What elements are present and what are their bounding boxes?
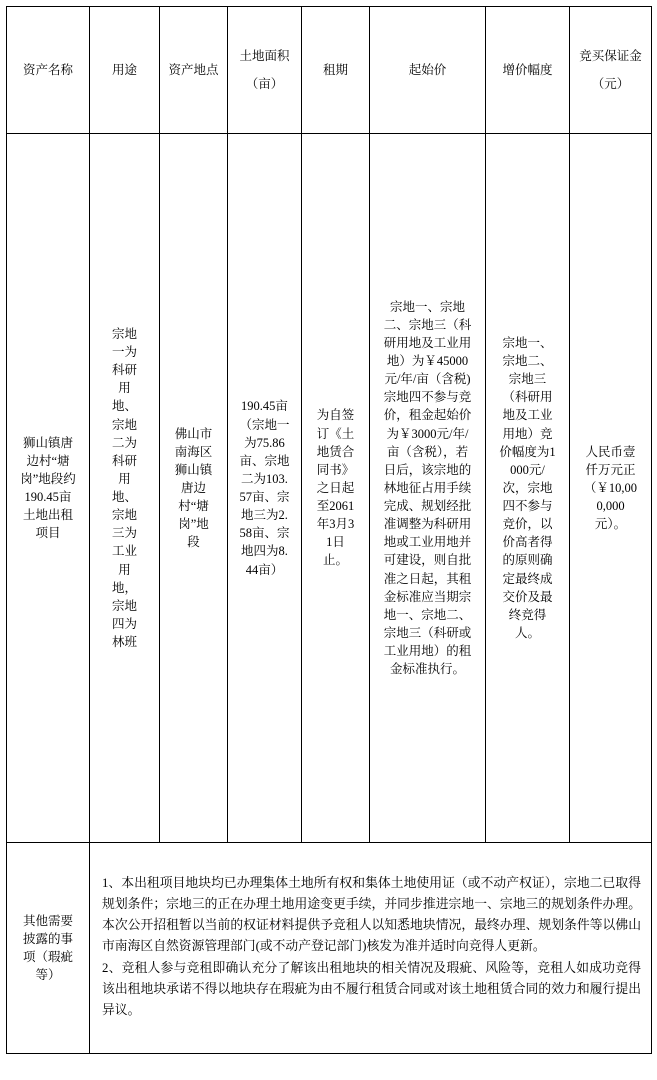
table-row <box>7 134 652 843</box>
column-header-deposit-unit: （元） <box>591 77 630 91</box>
cell-deposit-text: 人民币壹仟万元正（￥10,000,000元）。 <box>583 444 638 532</box>
cell-notes-label <box>7 843 90 1054</box>
table-body <box>7 134 652 1054</box>
table-header-row <box>7 7 652 134</box>
cell-starting-price <box>370 134 486 843</box>
column-header-lease-term-label: 租期 <box>322 62 348 77</box>
cell-asset-name <box>7 134 90 843</box>
cell-asset-name-text: 狮山镇唐边村“塘岗”地段约190.45亩土地出租项目 <box>20 435 76 541</box>
cell-increment <box>486 134 570 843</box>
column-header-usage-label: 用途 <box>111 62 137 77</box>
column-header-asset-name <box>7 7 90 134</box>
cell-land-area-text: 190.45亩（宗地一为75.86亩、宗地二为103.57亩、宗地三为2.58亩、宗地四为8.44亩） <box>239 399 290 577</box>
column-header-deposit-label: 竞买保证金 <box>579 48 642 63</box>
column-header-land-area-unit: （亩） <box>245 77 284 91</box>
column-header-increment-label: 增价幅度 <box>502 62 553 77</box>
column-header-land-area-label: 土地面积 <box>239 48 290 63</box>
cell-starting-price-text: 宗地一、宗地二、宗地三（科研用地及工业用地）为￥45000元/年/亩（含税)宗地四不参与竞价，租金起始价为￥3000元/年/亩（含税），若日后，该宗地的林地征占用手续完成、规划经批准调整为科研用地或工业用地并可建设，则自批准之日起，其租金标准应当期宗地一、宗地二、宗地三（科研或工业用地）的租金标准执行。 <box>383 299 472 677</box>
note-item-2: 2、竞租人参与竞租即确认充分了解该出租地块的相关情况及瑕疵、风险等，竞租人如成功竞得该出租地块承诺不得以地块存在瑕疵为由不履行租赁合同或对该土地租赁合同的效力和履行提出异议。 <box>102 961 641 1017</box>
column-header-lease-term <box>302 7 370 134</box>
cell-notes-body <box>90 843 652 1054</box>
column-header-usage <box>90 7 160 134</box>
column-header-asset-name-label: 资产名称 <box>22 62 73 77</box>
table-header <box>7 7 652 134</box>
cell-usage <box>90 134 160 843</box>
cell-lease-term <box>302 134 370 843</box>
column-header-location <box>160 7 228 134</box>
cell-lease-term-text: 为自签订《土地赁合同书》之日起至2061年3月31日止。 <box>316 408 355 568</box>
column-header-starting-price <box>370 7 486 134</box>
column-header-deposit <box>570 7 652 134</box>
column-header-increment <box>486 7 570 134</box>
asset-table <box>6 6 652 1054</box>
cell-notes-label-text: 其他需要披露的事项（瑕疵等） <box>22 913 73 983</box>
cell-usage-text: 宗地一为科研用地、宗地二为科研用地、宗地三为工业用地，宗地四为林班 <box>111 326 137 649</box>
column-header-land-area <box>228 7 302 134</box>
cell-increment-text: 宗地一、宗地二、宗地三（科研用地及工业用地）竞价幅度为1000元/次，宗地四不参与竞价，以价高者得的原则确定最终成交价及最终竞得人。 <box>499 335 556 640</box>
table-row-notes <box>7 843 652 1054</box>
column-header-location-label: 资产地点 <box>168 62 219 77</box>
note-item-1: 1、本出租项目地块均已办理集体土地所有权和集体土地使用证（或不动产权证），宗地二已取得规划条件；宗地三的正在办理土地用途变更手续，并同步推进宗地一、宗地三的规划条件办理。本次公开招租暂以当前的权证材料提供予竞租人以知悉地块情况，最终办理、规划条件等以佛山市南海区自然资源管理部门(或不动产登记部门)核发为准并适时向竞得人更新。 <box>102 876 641 953</box>
cell-land-area <box>228 134 302 843</box>
cell-location-text: 佛山市南海区狮山镇唐边村“塘岗”地段 <box>174 426 213 550</box>
cell-location <box>160 134 228 843</box>
cell-deposit <box>570 134 652 843</box>
column-header-starting-price-label: 起始价 <box>408 62 447 77</box>
